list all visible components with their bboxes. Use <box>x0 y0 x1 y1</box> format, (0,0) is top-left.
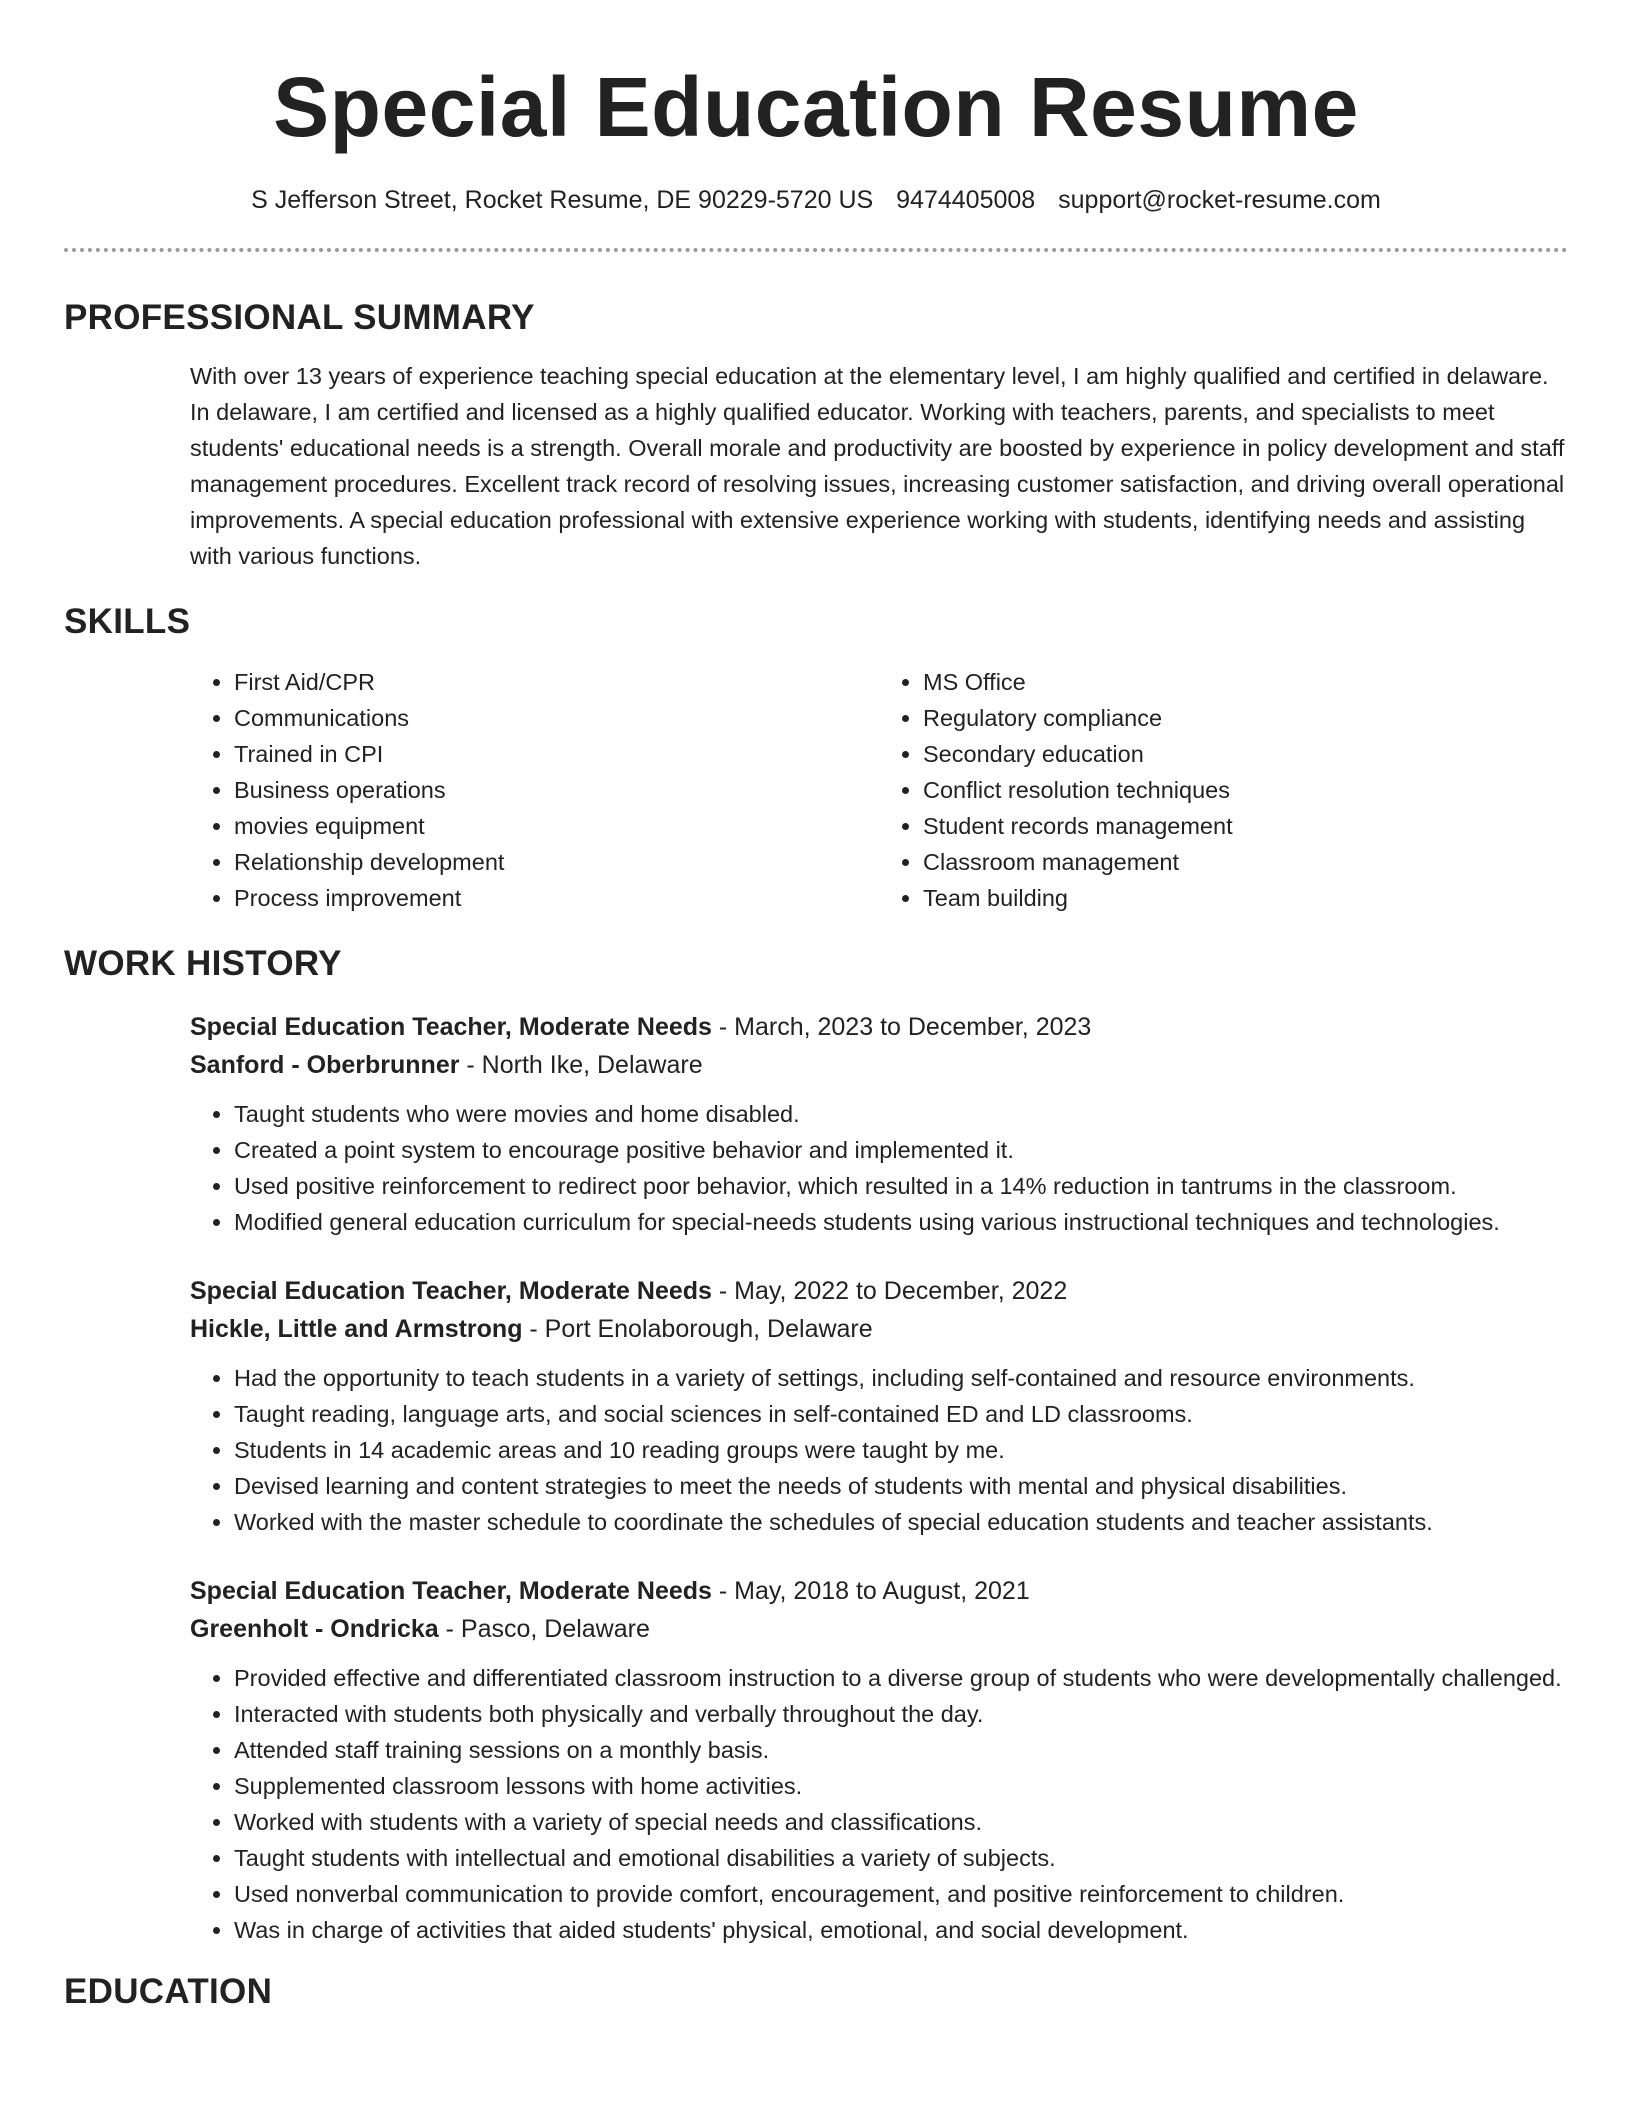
skill-item: • movies equipment <box>234 808 879 844</box>
job-company-line <box>190 1046 1568 1084</box>
work-history-heading: WORK HISTORY <box>64 944 342 983</box>
job-company-line <box>190 1310 1568 1348</box>
skill-item: • Communications <box>234 700 879 736</box>
job-bullet: • Taught students with intellectual and emotional disabilities a variety of subjects. <box>234 1840 1568 1876</box>
contact-phone: 9474405008 <box>896 186 1036 214</box>
job-company: Greenholt - Ondricka <box>190 1615 439 1643</box>
job-dates: - May, 2022 to December, 2022 <box>711 1277 1068 1305</box>
skill-item: • Relationship development <box>234 844 879 880</box>
job-bullet: • Attended staff training sessions on a monthly basis. <box>234 1732 1568 1768</box>
skill-item: • First Aid/CPR <box>234 664 879 700</box>
job-bullet: • Worked with students with a variety of special needs and classifications. <box>234 1804 1568 1840</box>
job-bullets <box>190 1660 1568 1948</box>
job-title: Special Education Teacher, Moderate Needs <box>190 1013 712 1041</box>
job-bullet: • Supplemented classroom lessons with home activities. <box>234 1768 1568 1804</box>
job-bullet: • Provided effective and differentiated classroom instruction to a diverse group of students who were developmentally challenged. <box>234 1660 1568 1696</box>
contact-address: S Jefferson Street, Rocket Resume, DE 90229-5720 US <box>251 186 874 214</box>
job-bullet: • Was in charge of activities that aided students' physical, emotional, and social development. <box>234 1912 1568 1948</box>
skill-item: • Student records management <box>923 808 1568 844</box>
job-location: - North Ike, Delaware <box>459 1051 703 1079</box>
job-title: Special Education Teacher, Moderate Needs <box>190 1577 712 1605</box>
job-entry <box>64 1008 1568 1240</box>
job-title-line <box>190 1272 1568 1310</box>
job-bullet: • Devised learning and content strategies to meet the needs of students with mental and physical disabilities. <box>234 1468 1568 1504</box>
job-title: Special Education Teacher, Moderate Needs <box>190 1277 712 1305</box>
job-company: Sanford - Oberbrunner <box>190 1051 460 1079</box>
job-dates: - May, 2018 to August, 2021 <box>711 1577 1030 1605</box>
job-bullet: • Used positive reinforcement to redirect poor behavior, which resulted in a 14% reduction in tantrums in the classroom. <box>234 1168 1568 1204</box>
skill-item: • Regulatory compliance <box>923 700 1568 736</box>
job-bullet: • Modified general education curriculum for special-needs students using various instructional techniques and technologies. <box>234 1204 1568 1240</box>
summary-heading: PROFESSIONAL SUMMARY <box>64 298 535 337</box>
summary-text: With over 13 years of experience teaching special education at the elementary level, I am highly qualified and certified in delaware. In delaware, I am certified and licensed as a highly qualified educator. Working with teachers, parents, and specialists to meet students' educational needs is a strength. Overall morale and productivity are boosted by experience in policy development and staff management procedures. Excellent track record of resolving issues, increasing customer satisfaction, and driving overall operational improvements. A special education professional with extensive experience working with students, identifying needs and assisting with various functions. <box>190 363 1565 569</box>
job-title-line <box>190 1008 1568 1046</box>
skill-item: • Team building <box>923 880 1568 916</box>
job-entry <box>64 1272 1568 1540</box>
skill-item: • Conflict resolution techniques <box>923 772 1568 808</box>
skills-columns <box>190 664 1568 916</box>
job-title-line <box>190 1572 1568 1610</box>
job-bullet: • Worked with the master schedule to coordinate the schedules of special education students and teacher assistants. <box>234 1504 1568 1540</box>
job-bullet: • Students in 14 academic areas and 10 reading groups were taught by me. <box>234 1432 1568 1468</box>
skills-heading: SKILLS <box>64 602 191 641</box>
education-heading: EDUCATION <box>64 1972 273 2011</box>
skills-list-left <box>190 664 879 916</box>
header-divider <box>64 248 1568 252</box>
job-location: - Port Enolaborough, Delaware <box>522 1315 873 1343</box>
job-company-line <box>190 1610 1568 1648</box>
job-company: Hickle, Little and Armstrong <box>190 1315 523 1343</box>
skill-item: • Trained in CPI <box>234 736 879 772</box>
contact-line <box>64 184 1568 216</box>
job-bullet: • Taught reading, language arts, and social sciences in self-contained ED and LD classrooms. <box>234 1396 1568 1432</box>
skill-item: • Classroom management <box>923 844 1568 880</box>
job-dates: - March, 2023 to December, 2023 <box>711 1013 1092 1041</box>
job-bullet: • Had the opportunity to teach students in a variety of settings, including self-contained and resource environments. <box>234 1360 1568 1396</box>
job-entry <box>64 1572 1568 1948</box>
skill-item: • Business operations <box>234 772 879 808</box>
job-location: - Pasco, Delaware <box>438 1615 650 1643</box>
skill-item: • Secondary education <box>923 736 1568 772</box>
job-bullet: • Taught students who were movies and home disabled. <box>234 1096 1568 1132</box>
resume-title: Special Education Resume <box>273 60 1359 154</box>
skill-item: • MS Office <box>923 664 1568 700</box>
job-bullet: • Created a point system to encourage positive behavior and implemented it. <box>234 1132 1568 1168</box>
job-bullet: • Used nonverbal communication to provide comfort, encouragement, and positive reinforcement to children. <box>234 1876 1568 1912</box>
skill-item: • Process improvement <box>234 880 879 916</box>
job-bullets <box>190 1360 1568 1540</box>
contact-email: support@rocket-resume.com <box>1058 186 1381 214</box>
job-bullets <box>190 1096 1568 1240</box>
skills-list-right <box>879 664 1568 916</box>
job-bullet: • Interacted with students both physically and verbally throughout the day. <box>234 1696 1568 1732</box>
